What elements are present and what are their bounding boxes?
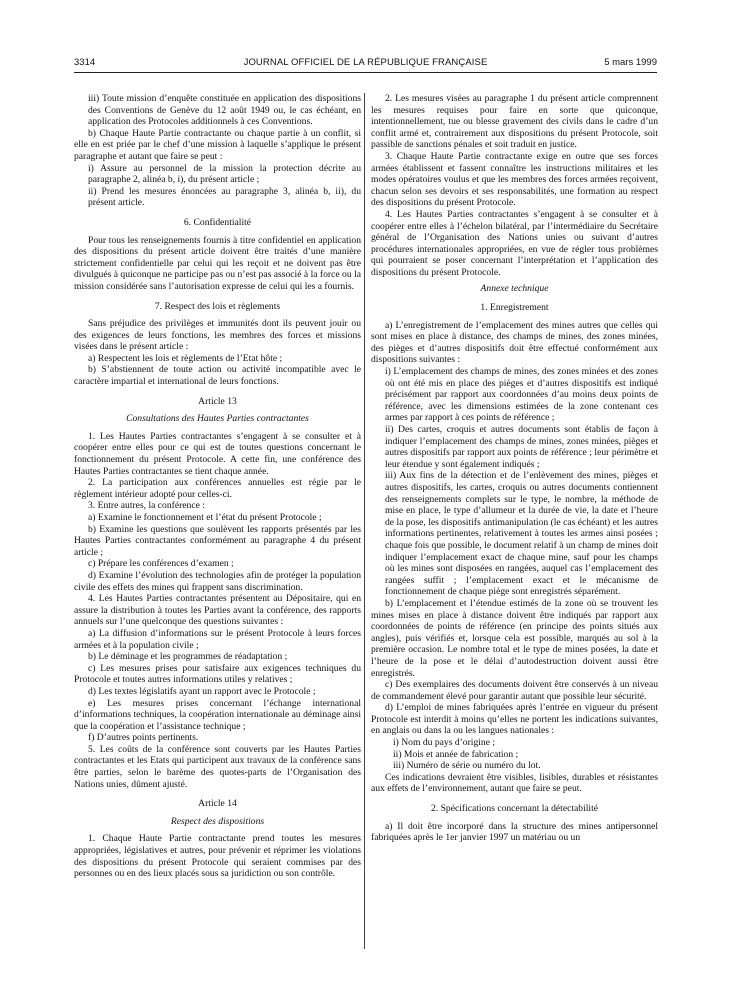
paragraph: b) Le déminage et les programmes de réadaptation ; [88,651,288,663]
section-heading: Article 13 [198,395,237,407]
paragraph: d) Examine l’évolution des technologies afin de protéger la population civile des effets des mines qui frappent sans discrimination. [74,569,361,593]
paragraph: a) L’enregistrement de l’emplacement des mines autres que celles qui sont mises en place à distance, des champs de mines, des zones minées, des pièges et d’autres dispositifs doit être effectué conformément aux dispositions suivantes : [371,319,658,366]
list-item: iii) Numéro de série ou numéro du lot. [393,760,541,772]
paragraph: d) Les textes législatifs ayant un rapport avec le Protocole ; [88,685,316,697]
running-header [74,57,657,71]
section-heading: 1. Enregistrement [480,302,549,314]
paragraph: a) La diffusion d’informations sur le présent Protocole à leurs forces armées et à la population civile ; [74,627,361,651]
list-item: ii) Mois et année de fabrication ; [393,748,519,760]
right-column [371,93,658,844]
list-item: i) Nom du pays d’origine ; [393,737,496,749]
paragraph: 3. Chaque Haute Partie contractante exige en outre que ses forces armées établissent et fassent connaître les instructions militaires et les modes opératoires voulus et que les membres des forces armées reçoivent, chacun selon ses devoirs et ses responsabilités, une formation au respect des dispositions du présent Protocole. [371,150,658,209]
section-subheading: Respect des dispositions [170,815,265,827]
paragraph: e) Les mesures prises concernant l’échange international d’informations techniques, la coopération internationale au déminage ainsi que la coopération et l’assistance technique ; [74,697,361,732]
section-heading: 6. Confidentialité [183,216,252,228]
left-column [74,93,361,880]
list-item: i) Assure au personnel de la mission la protection décrite au paragraphe 2, alinéa b, i), du présent article ; [88,162,361,186]
paragraph: a) Examine le fonctionnement et l’état du présent Protocole ; [88,512,322,523]
paragraph: b) L’emplacement et l’étendue estimés de la zone où se trouvent les mines mises en place à distance doivent être indiqués par rapport aux coordonnées de points de référence (en principe des points situés aux angles), puis vérifiés et, lorsque cela est possible, marqués au sol à la première occasion. Le nombre total et le type de mines posées, la date et l’heure de la pose et le délai d’autodestruction doivent aussi être enregistrés. [371,597,658,679]
paragraph: Pour tous les renseignements fournis à titre confidentiel en application des dispositions du présent article doivent être traités d’une manière strictement confidentielle par celui qui les reçoit et ne doivent pas être divulgués à quiconque ne participe pas ou n’est pas associé à la force ou la mission considérée sans l’autorisation expresse de celui qui les a fournis. [74,234,361,292]
page-number: 3314 [74,57,96,68]
section-subheading: Consultations des Hautes Parties contractantes [126,413,309,425]
paragraph: d) L’emploi de mines fabriquées après l’entrée en vigueur du présent Protocole est interdit à moins qu’elles ne portent les indications suivantes, en anglais ou dans la ou les langues nationales : [371,702,658,737]
paragraph: 5. Les coûts de la conférence sont couverts par les Hautes Parties contractantes et les Etats qui participent aux travaux de la conférence sans être parties, selon le barème des quotes-parts de l’Organisation des Nations unies, dûment ajusté. [74,743,361,790]
paragraph: Ces indications devraient être visibles, lisibles, durables et résistantes aux effets de l’environnement, autant que faire se peut. [371,771,658,795]
list-item: ii) Des cartes, croquis et autres documents sont établis de façon à indiquer l’emplacement des champs de mines, zones minées, pièges et autres dispositifs par rapport aux points de référence ; leur périmètre et leur étendue y sont également indiqués ; [385,424,658,470]
section-heading: 7. Respect des lois et règlements [154,300,281,312]
journal-title: JOURNAL OFFICIEL DE LA RÉPUBLIQUE FRANÇAISE [243,57,488,68]
paragraph: b) S’abstiennent de toute action ou activité incompatible avec le caractère impartial et international de leurs fonctions. [74,364,361,388]
list-item: i) L’emplacement des champs de mines, des zones minées et des zones où ont été mis en place des pièges et d’autres dispositifs est indiqué précisément par rapport aux coordonnées d’au moins deux points de référence, avec les dimensions estimées de la zone contenant ces armes par rapport à ces points de référence ; [385,366,658,424]
paragraph: b) Examine les questions que soulèvent les rapports présentés par les Hautes Parties contractantes conformément au paragraphe 4 du présent article ; [74,523,361,558]
section-heading: Article 14 [198,798,237,810]
paragraph: 2. Les mesures visées au paragraphe 1 du présent article comprennent les mesures requises pour faire en sorte que quiconque, intentionnellement, tue ou blesse gravement des civils dans le cadre d’un conflit armé et, contrairement aux dispositions du présent Protocole, soit passible de sanctions pénales et soit traduit en justice. [371,93,658,151]
paragraph: 4. Les Hautes Parties contractantes s’engagent à se consulter et à coopérer entre elles à l’échelon bilatéral, par l’intermédiaire du Secrétaire général de l’Organisation des Nations unies ou suivant d’autres procédures internationales appropriées, en vue de régler tous problèmes qui pourraient se poser concernant l’interprétation et l’application des dispositions du présent Protocole. [371,208,658,278]
paragraph: c) Des exemplaires des documents doivent être conservés à un niveau de commandement élevé pour garantir autant que possible leur sécurité. [371,679,658,702]
list-item: ii) Prend les mesures énoncées au paragraphe 3, alinéa b, ii), du présent article. [88,185,361,209]
paragraph: f) D’autres points pertinents. [88,732,199,744]
section-subheading: Annexe technique [480,282,549,294]
paragraph: Sans préjudice des privilèges et immunités dont ils peuvent jouir ou des exigences de leurs fonctions, les membres des forces et missions visées dans le présent article : [74,318,361,353]
paragraph: 1. Les Hautes Parties contractantes s’engagent à se consulter et à coopérer entre elles pour ce qui est de toutes questions concernant le fonctionnement du présent Protocole. A cette fin, une conférence des Hautes Parties contractantes se tient chaque année. [74,430,361,477]
paragraph: 1. Chaque Haute Partie contractante prend toutes les mesures appropriées, législatives et autres, pour prévenir et réprimer les violations des dispositions du présent Protocole qui seraient commises par des personnes ou en des lieux placés sous sa juridiction ou son contrôle. [74,833,361,880]
list-item: iii) Toute mission d’enquête constituée en application des dispositions des Conventions de Genève du 12 août 1949 ou, le cas échéant, en application des Protocoles additionnels à ces Conventions. [88,93,361,128]
paragraph: a) Respectent les lois et règlements de l’Etat hôte ; [88,352,283,364]
paragraph: 2. La participation aux conférences annuelles est régie par le règlement intérieur adopté pour celles-ci. [74,477,361,500]
paragraph: b) Chaque Haute Partie contractante ou chaque partie à un conflit, si elle en est priée par le chef d’une mission à laquelle s’applique le présent paragraphe et autant que faire se peut : [74,127,361,162]
issue-date: 5 mars 1999 [604,57,657,68]
list-item: iii) Aux fins de la détection et de l’enlèvement des mines, pièges et autres dispositifs, les cartes, croquis ou autres documents contiennent des renseignements complets sur le type, le nombre, la méthode de mise en place, le type d’allumeur et la durée de vie, la date et l’heure de la pose, les dispositifs antimanipulation (le cas échéant) et les autres informations pertinentes, relativement à toutes les armes ainsi posées ; chaque fois que possible, le document relatif à un champ de mines doit indiquer l’emplacement exact de chaque mine, sauf pour les champs où les mines sont disposées en rangées, auquel cas l’emplacement des rangées suffit ; l’emplacement exact et le mécanisme de fonctionnement de chaque piège sont enregistrés séparément. [385,470,658,598]
paragraph: 4. Les Hautes Parties contractantes présentent au Dépositaire, qui en assure la distribution à toutes les Parties avant la conférence, des rapports annuels sur l’une quelconque des questions suivantes : [74,593,361,628]
paragraph: a) Il doit être incorporé dans la structure des mines antipersonnel fabriquées après le 1er janvier 1997 un matériau ou un [371,820,658,844]
paragraph: c) Les mesures prises pour satisfaire aux exigences techniques du Protocole et toutes autres informations utiles y relatives ; [74,662,361,686]
paragraph: c) Prépare les conférences d’examen ; [88,558,234,570]
header-rule [74,72,657,73]
column-divider [364,93,365,949]
paragraph: 3. Entre autres, la conférence : [88,500,205,512]
section-heading: 2. Spécifications concernant la détectabilité [430,803,599,815]
